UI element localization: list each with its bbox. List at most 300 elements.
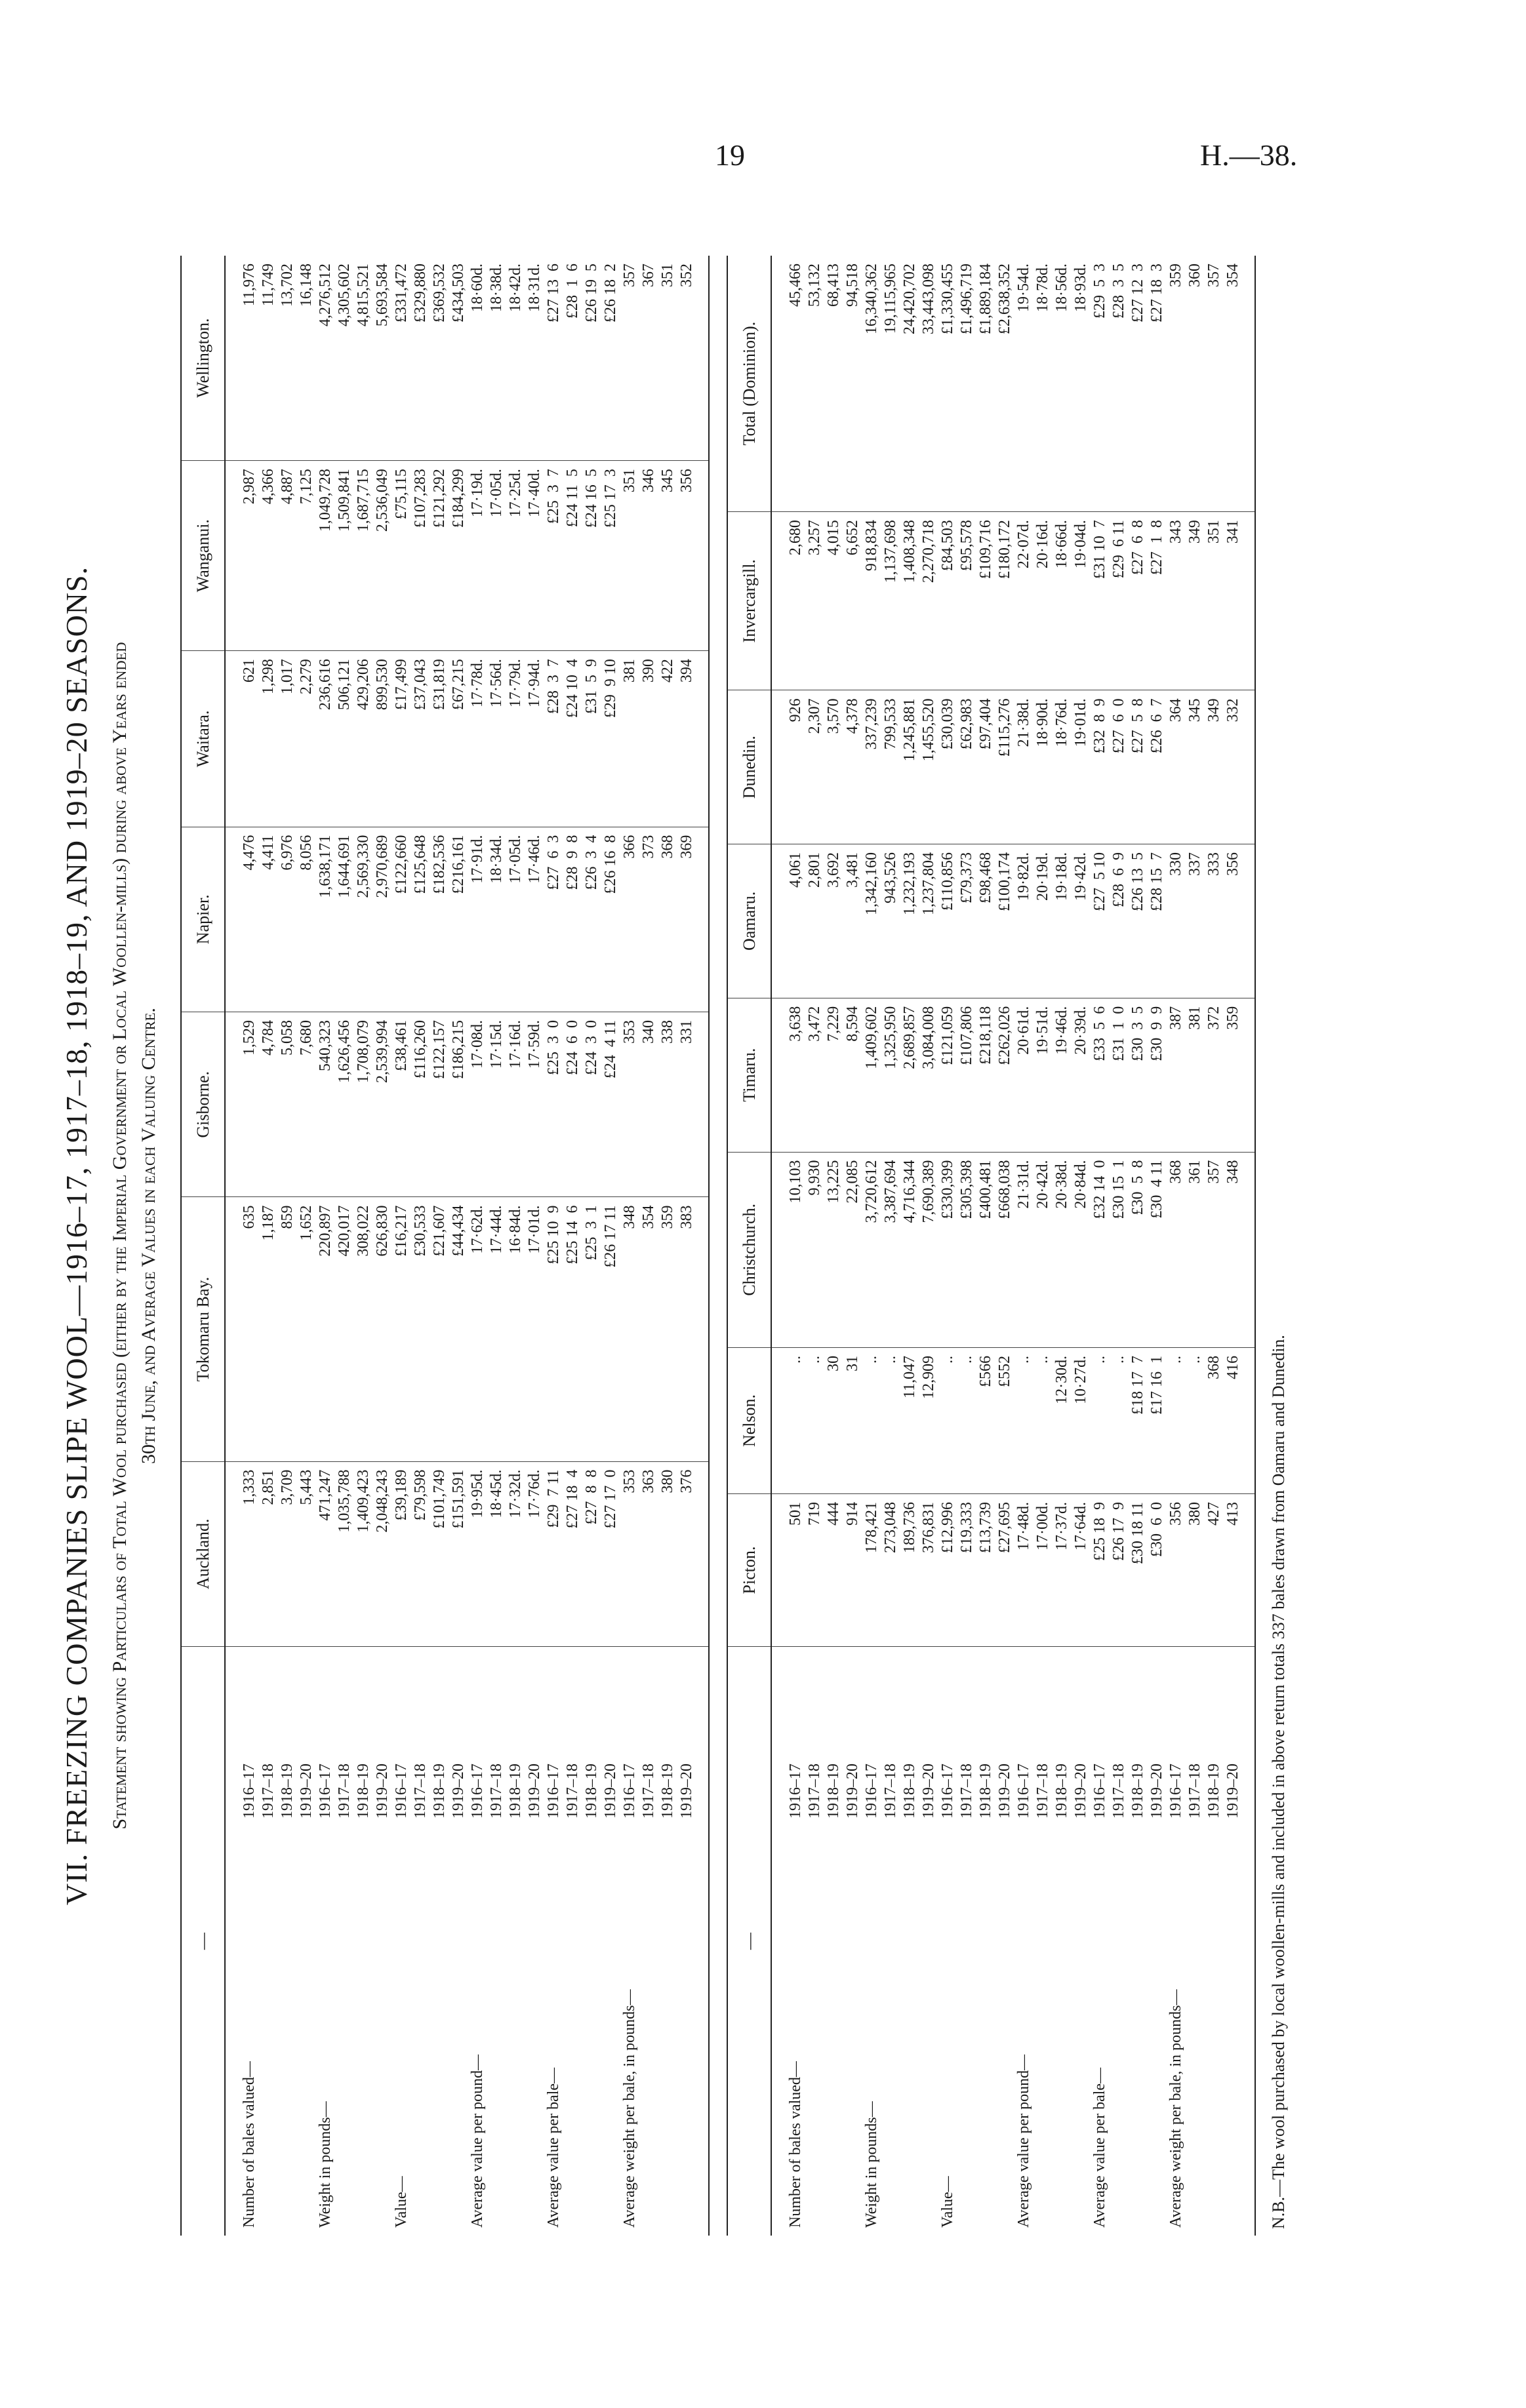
table-cell: £26 17 11	[601, 1197, 620, 1461]
table-row	[995, 256, 1014, 2236]
row-season: 1916–17	[1015, 1764, 1032, 1819]
table-cell: £24 10 4	[563, 651, 582, 827]
table-row	[1091, 256, 1110, 2236]
table-cell: £28 1 6	[563, 256, 582, 461]
table-cell: £30 9 9	[1148, 998, 1167, 1152]
table-cell: £30 15 1	[1110, 1152, 1129, 1347]
table-cell: 17·37d.	[1053, 1494, 1072, 1647]
table-cell: 337,239	[862, 690, 881, 844]
table-cell: 3,709	[278, 1461, 297, 1646]
table-cell: £27 8 8	[582, 1461, 601, 1646]
table-cell: £27 12 3	[1129, 256, 1148, 512]
table-cell: 189,736	[900, 1494, 919, 1647]
table-cell: 4,716,344	[900, 1152, 919, 1347]
table-cell: £62,983	[957, 690, 976, 844]
table-cell: 387	[1167, 998, 1186, 1152]
row-season: 1918–19	[1205, 1764, 1222, 1819]
table-cell: ..	[1034, 1347, 1053, 1493]
table-cell: £107,806	[957, 998, 976, 1152]
table-cell: 471,247	[316, 1461, 335, 1646]
table-cell: 1,333	[225, 1461, 259, 1646]
table-cell: £27,695	[995, 1494, 1014, 1647]
table-cell: 357	[1205, 256, 1224, 512]
row-season: 1919–20	[298, 1764, 315, 1819]
table-cell: £97,404	[976, 690, 995, 844]
table-cell: 2,801	[805, 844, 824, 998]
table-cell: 19·82d.	[1014, 844, 1034, 998]
row-season: 1916–17	[545, 1764, 562, 1819]
row-group-label	[1034, 1826, 1053, 2236]
table-row	[1053, 256, 1072, 2236]
bottom-column-header: Christchurch.	[727, 1152, 771, 1347]
table-cell: 33,443,098	[919, 256, 938, 512]
table-cell: £28 15 7	[1148, 844, 1167, 998]
table-cell: 3,084,008	[919, 998, 938, 1152]
row-group-label	[824, 1826, 843, 2236]
table-cell: 368	[1167, 1152, 1186, 1347]
table-cell: £30 6 0	[1148, 1494, 1167, 1647]
row-season: 1917–18	[488, 1764, 505, 1819]
row-group-label	[582, 1826, 601, 2236]
table-cell: 366	[620, 827, 639, 1012]
table-row	[259, 256, 278, 2236]
table-cell: 273,048	[881, 1494, 900, 1647]
table-cell: 18·60d.	[468, 256, 487, 461]
table-cell: 5,693,584	[373, 256, 392, 461]
table-cell: 17·59d.	[525, 1012, 544, 1197]
table-cell: 19·54d.	[1014, 256, 1034, 512]
table-cell: 17·32d.	[506, 1461, 525, 1646]
table-cell: 178,421	[862, 1494, 881, 1647]
table-cell: £186,215	[449, 1012, 468, 1197]
bottom-column-header: Invercargill.	[727, 512, 771, 690]
table-cell: 4,378	[843, 690, 862, 844]
table-cell: 31	[843, 1347, 862, 1493]
table-row	[506, 256, 525, 2236]
table-cell: 349	[1186, 512, 1205, 690]
table-cell: 30	[824, 1347, 843, 1493]
table-cell: 416	[1224, 1347, 1255, 1493]
table-cell: £24 4 11	[601, 1012, 620, 1197]
table-cell: ..	[1110, 1347, 1129, 1493]
table-cell: 5,443	[297, 1461, 316, 1646]
table-cell: £98,468	[976, 844, 995, 998]
table-cell: 18·42d.	[506, 256, 525, 461]
table-cell: ..	[1186, 1347, 1205, 1493]
table-cell: 12,909	[919, 1347, 938, 1493]
table-cell: 10,103	[771, 1152, 805, 1347]
table-cell: 220,897	[316, 1197, 335, 1461]
table-cell: 1,049,728	[316, 461, 335, 651]
table-cell: 3,570	[824, 690, 843, 844]
table-cell: 340	[639, 1012, 658, 1197]
table-cell: 1,137,698	[881, 512, 900, 690]
table-cell: 17·40d.	[525, 461, 544, 651]
table-cell: 18·31d.	[525, 256, 544, 461]
table-cell: 17·44d.	[487, 1197, 506, 1461]
table-cell: 346	[639, 461, 658, 651]
table-cell: 3,638	[771, 998, 805, 1152]
table-cell: £30 3 5	[1129, 998, 1148, 1152]
table-cell: 381	[1186, 998, 1205, 1152]
table-cell: 94,518	[843, 256, 862, 512]
table-cell: £27 1 8	[1148, 512, 1167, 690]
row-group-label: Weight in pounds—	[863, 2101, 880, 2228]
table-cell: 1,342,160	[862, 844, 881, 998]
table-cell: 18·90d.	[1034, 690, 1053, 844]
table-cell: £121,292	[430, 461, 449, 651]
top-column-header: Auckland.	[181, 1461, 225, 1646]
table-cell: £25 14 6	[563, 1197, 582, 1461]
table-cell: 10·27d.	[1072, 1347, 1091, 1493]
table-cell: 11,976	[225, 256, 259, 461]
row-season: 1916–17	[863, 1764, 880, 1819]
table-cell: 368	[1205, 1347, 1224, 1493]
table-cell: £552	[995, 1347, 1014, 1493]
table-cell: 20·42d.	[1034, 1152, 1053, 1347]
table-cell: 8,594	[843, 998, 862, 1152]
table-cell: 16,148	[297, 256, 316, 461]
table-cell: 337	[1186, 844, 1205, 998]
row-group-label	[335, 1826, 354, 2236]
table-row	[658, 256, 677, 2236]
row-season: 1916–17	[241, 1764, 258, 1819]
top-column-header: Napier.	[181, 827, 225, 1012]
table-cell: £24 3 0	[582, 1012, 601, 1197]
table-cell: 351	[1205, 512, 1224, 690]
table-cell: 359	[1224, 998, 1255, 1152]
table-cell: 4,061	[771, 844, 805, 998]
table-cell: £107,283	[411, 461, 430, 651]
row-season: 1919–20	[450, 1764, 467, 1819]
row-group-label	[354, 1826, 373, 2236]
table-cell: 359	[1167, 256, 1186, 512]
table-cell: 1,687,715	[354, 461, 373, 651]
table-cell: £121,059	[938, 998, 957, 1152]
table-cell: £95,578	[957, 512, 976, 690]
table-cell: 19·04d.	[1072, 512, 1091, 690]
table-cell: 331	[677, 1012, 709, 1197]
table-cell: £29 7 11	[544, 1461, 563, 1646]
table-row	[1110, 256, 1129, 2236]
row-group-label	[1148, 1826, 1167, 2236]
table-cell: £151,591	[449, 1461, 468, 1646]
top-table	[180, 256, 710, 2236]
table-cell: 16·84d.	[506, 1197, 525, 1461]
table-cell: £27 6 3	[544, 827, 563, 1012]
table-cell: 19·01d.	[1072, 690, 1091, 844]
row-season: 1917–18	[958, 1764, 975, 1819]
row-group-label: Average value per pound—	[469, 2054, 486, 2228]
table-cell: 621	[225, 651, 259, 827]
table-cell: 2,048,243	[373, 1461, 392, 1646]
table-cell: 17·64d.	[1072, 1494, 1091, 1647]
table-cell: 18·78d.	[1034, 256, 1053, 512]
table-cell: 422	[658, 651, 677, 827]
row-season: 1919–20	[996, 1764, 1013, 1819]
table-cell: 376	[677, 1461, 709, 1646]
row-group-label	[976, 1826, 995, 2236]
row-season: 1917–18	[806, 1764, 823, 1819]
table-cell: £30 18 11	[1129, 1494, 1148, 1647]
table-cell: £28 9 8	[563, 827, 582, 1012]
table-cell: 352	[677, 256, 709, 461]
table-cell: £115,276	[995, 690, 1014, 844]
table-cell: 1,638,171	[316, 827, 335, 1012]
table-cell: 3,387,694	[881, 1152, 900, 1347]
table-cell: £100,174	[995, 844, 1014, 998]
row-group-label: Number of bales valued—	[241, 2061, 258, 2228]
table-cell: 369	[677, 827, 709, 1012]
table-cell: £28 3 5	[1110, 256, 1129, 512]
table-row	[468, 256, 487, 2236]
table-row	[582, 256, 601, 2236]
table-cell: 626,830	[373, 1197, 392, 1461]
table-cell: £32 14 0	[1091, 1152, 1110, 1347]
table-cell: £24 6 0	[563, 1012, 582, 1197]
row-group-label	[411, 1826, 430, 2236]
table-cell: £400,481	[976, 1152, 995, 1347]
table-cell: 363	[639, 1461, 658, 1646]
table-cell: 20·39d.	[1072, 998, 1091, 1152]
table-cell: 383	[677, 1197, 709, 1461]
row-group-label	[1129, 1826, 1148, 2236]
row-season: 1916–17	[787, 1764, 804, 1819]
row-season: 1919–20	[374, 1764, 391, 1819]
row-group-label: Value—	[393, 2176, 410, 2228]
table-cell: 799,533	[881, 690, 900, 844]
table-row	[639, 256, 658, 2236]
table-cell: £25 17 3	[601, 461, 620, 651]
table-cell: 3,692	[824, 844, 843, 998]
table-cell: 427	[1205, 1494, 1224, 1647]
table-cell: £38,461	[392, 1012, 411, 1197]
row-season: 1916–17	[621, 1764, 638, 1819]
table-cell: 1,455,520	[919, 690, 938, 844]
table-cell: 17·79d.	[506, 651, 525, 827]
table-cell: 3,720,612	[862, 1152, 881, 1347]
table-cell: 17·91d.	[468, 827, 487, 1012]
table-cell: 18·76d.	[1053, 690, 1072, 844]
row-season: 1916–17	[939, 1764, 956, 1819]
table-cell: 24,420,702	[900, 256, 919, 512]
row-group-label	[1205, 1826, 1224, 2236]
table-cell: £25 3 7	[544, 461, 563, 651]
table-cell: 17·78d.	[468, 651, 487, 827]
table-cell: £330,399	[938, 1152, 957, 1347]
table-cell: 7,690,389	[919, 1152, 938, 1347]
table-cell: 11,047	[900, 1347, 919, 1493]
table-row	[411, 256, 430, 2236]
row-season: 1918–19	[355, 1764, 372, 1819]
table-cell: ..	[1091, 1347, 1110, 1493]
table-cell: £37,043	[411, 651, 430, 827]
table-cell: 1,652	[297, 1197, 316, 1461]
bottom-column-header: Total (Dominion).	[727, 256, 771, 512]
table-cell: 21·38d.	[1014, 690, 1034, 844]
table-cell: 343	[1167, 512, 1186, 690]
table-cell: 17·16d.	[506, 1012, 525, 1197]
table-cell: 1,245,881	[900, 690, 919, 844]
table-row	[430, 256, 449, 2236]
table-cell: £110,856	[938, 844, 957, 998]
table-row	[1148, 256, 1167, 2236]
table-cell: £27 6 8	[1129, 512, 1148, 690]
table-row	[1014, 256, 1034, 2236]
table-cell: 9,930	[805, 1152, 824, 1347]
bottom-header-blank: —	[727, 1647, 771, 2236]
table-cell: £668,038	[995, 1152, 1014, 1347]
table-row	[1205, 256, 1224, 2236]
row-group-label	[297, 1826, 316, 2236]
table-cell: 7,125	[297, 461, 316, 651]
table-cell: 1,408,348	[900, 512, 919, 690]
top-column-header: Tokomaru Bay.	[181, 1197, 225, 1461]
table-cell: £30 4 11	[1148, 1152, 1167, 1347]
table-cell: £84,503	[938, 512, 957, 690]
row-group-label	[881, 1826, 900, 2236]
row-group-label	[900, 1826, 919, 2236]
table-cell: £17,499	[392, 651, 411, 827]
table-cell: 19·42d.	[1072, 844, 1091, 998]
row-season: 1918–19	[507, 1764, 524, 1819]
table-cell: £28 3 7	[544, 651, 563, 827]
table-cell: 357	[1205, 1152, 1224, 1347]
bottom-column-header: Oamaru.	[727, 844, 771, 998]
table-cell: £75,115	[392, 461, 411, 651]
row-season: 1918–19	[977, 1764, 994, 1819]
table-cell: 19·18d.	[1053, 844, 1072, 998]
table-cell: 308,022	[354, 1197, 373, 1461]
table-cell: 357	[620, 256, 639, 461]
table-cell: 376,831	[919, 1494, 938, 1647]
row-season: 1917–18	[882, 1764, 899, 1819]
table-cell: 351	[658, 256, 677, 461]
table-cell: £24 16 5	[582, 461, 601, 651]
table-cell: 1,509,841	[335, 461, 354, 651]
subtitle-line-2: 30th June, and Average Values in each Valuing Centre.	[138, 1008, 159, 1464]
rotated-content	[59, 203, 1436, 2268]
table-cell: 2,569,330	[354, 827, 373, 1012]
table-cell: 2,851	[259, 1461, 278, 1646]
table-cell: £33 5 6	[1091, 998, 1110, 1152]
table-row	[354, 256, 373, 2236]
table-cell: ..	[881, 1347, 900, 1493]
table-cell: 17·05d.	[506, 827, 525, 1012]
row-season: 1917–18	[336, 1764, 353, 1819]
table-cell: £26 19 5	[582, 256, 601, 461]
table-cell: 2,987	[225, 461, 259, 651]
table-cell: 6,976	[278, 827, 297, 1012]
table-cell: £434,503	[449, 256, 468, 461]
table-cell: 635	[225, 1197, 259, 1461]
table-cell: £27 18 3	[1148, 256, 1167, 512]
row-season: 1918–19	[583, 1764, 600, 1819]
table-cell: £13,739	[976, 1494, 995, 1647]
row-group-label	[1072, 1826, 1091, 2236]
row-group-label: Value—	[939, 2176, 956, 2228]
table-cell: £26 3 4	[582, 827, 601, 1012]
table-row	[1034, 256, 1053, 2236]
table-row	[900, 256, 919, 2236]
top-column-header: Gisborne.	[181, 1012, 225, 1197]
table-cell: 20·16d.	[1034, 512, 1053, 690]
table-cell: 17·46d.	[525, 827, 544, 1012]
table-cell: 16,340,362	[862, 256, 881, 512]
table-cell: £331,472	[392, 256, 411, 461]
table-cell: 4,305,602	[335, 256, 354, 461]
table-cell: 420,017	[335, 1197, 354, 1461]
table-cell: 3,472	[805, 998, 824, 1152]
table-cell: 2,689,857	[900, 998, 919, 1152]
table-cell: 429,206	[354, 651, 373, 827]
row-group-label	[259, 1826, 278, 2236]
row-group-label: Average weight per bale, in pounds—	[1167, 1989, 1184, 2228]
table-row	[563, 256, 582, 2236]
table-cell: 2,307	[805, 690, 824, 844]
table-cell: £180,172	[995, 512, 1014, 690]
table-cell: 4,411	[259, 827, 278, 1012]
table-cell: 2,970,689	[373, 827, 392, 1012]
table-cell: £116,260	[411, 1012, 430, 1197]
row-group-label: Number of bales valued—	[787, 2061, 804, 2228]
table-cell: £28 6 9	[1110, 844, 1129, 998]
table-cell: 372	[1205, 998, 1224, 1152]
row-group-label	[1110, 1826, 1129, 2236]
table-cell: £21,607	[430, 1197, 449, 1461]
table-row	[843, 256, 862, 2236]
table-cell: 8,056	[297, 827, 316, 1012]
table-cell: 345	[658, 461, 677, 651]
table-cell: £25 18 9	[1091, 1494, 1110, 1647]
table-cell: 5,058	[278, 1012, 297, 1197]
table-cell: ..	[805, 1347, 824, 1493]
row-group-label	[563, 1826, 582, 2236]
table-cell: 18·38d.	[487, 256, 506, 461]
table-cell: £29 6 11	[1110, 512, 1129, 690]
table-row	[862, 256, 881, 2236]
row-season: 1917–18	[412, 1764, 429, 1819]
table-cell: 348	[1224, 1152, 1255, 1347]
row-group-label	[373, 1826, 392, 2236]
table-cell: 2,279	[297, 651, 316, 827]
table-cell: £26 16 8	[601, 827, 620, 1012]
table-cell: 22·07d.	[1014, 512, 1034, 690]
table-cell: 17·19d.	[468, 461, 487, 651]
subtitle-line-1: Statement showing Particulars of Total Wool purchased (either by the Imperial Government or Local Woollen-mills) during above Years ended	[109, 642, 131, 1830]
table-cell: 381	[620, 651, 639, 827]
row-group-label	[957, 1826, 976, 2236]
table-cell: 359	[658, 1197, 677, 1461]
table-cell: 18·34d.	[487, 827, 506, 1012]
table-cell: 413	[1224, 1494, 1255, 1647]
table-cell: ..	[1014, 1347, 1034, 1493]
row-group-label	[919, 1826, 938, 2236]
top-column-header: Waitara.	[181, 651, 225, 827]
table-cell: £26 6 7	[1148, 690, 1167, 844]
row-season: 1919–20	[1072, 1764, 1089, 1819]
table-cell: £122,660	[392, 827, 411, 1012]
table-row	[449, 256, 468, 2236]
table-cell: 914	[843, 1494, 862, 1647]
row-group-label	[1224, 1826, 1255, 2236]
table-cell: £31 1 0	[1110, 998, 1129, 1152]
table-cell: 17·56d.	[487, 651, 506, 827]
table-cell: 1,529	[225, 1012, 259, 1197]
table-row	[335, 256, 354, 2236]
table-cell: £182,536	[430, 827, 449, 1012]
table-cell: £31 5 9	[582, 651, 601, 827]
